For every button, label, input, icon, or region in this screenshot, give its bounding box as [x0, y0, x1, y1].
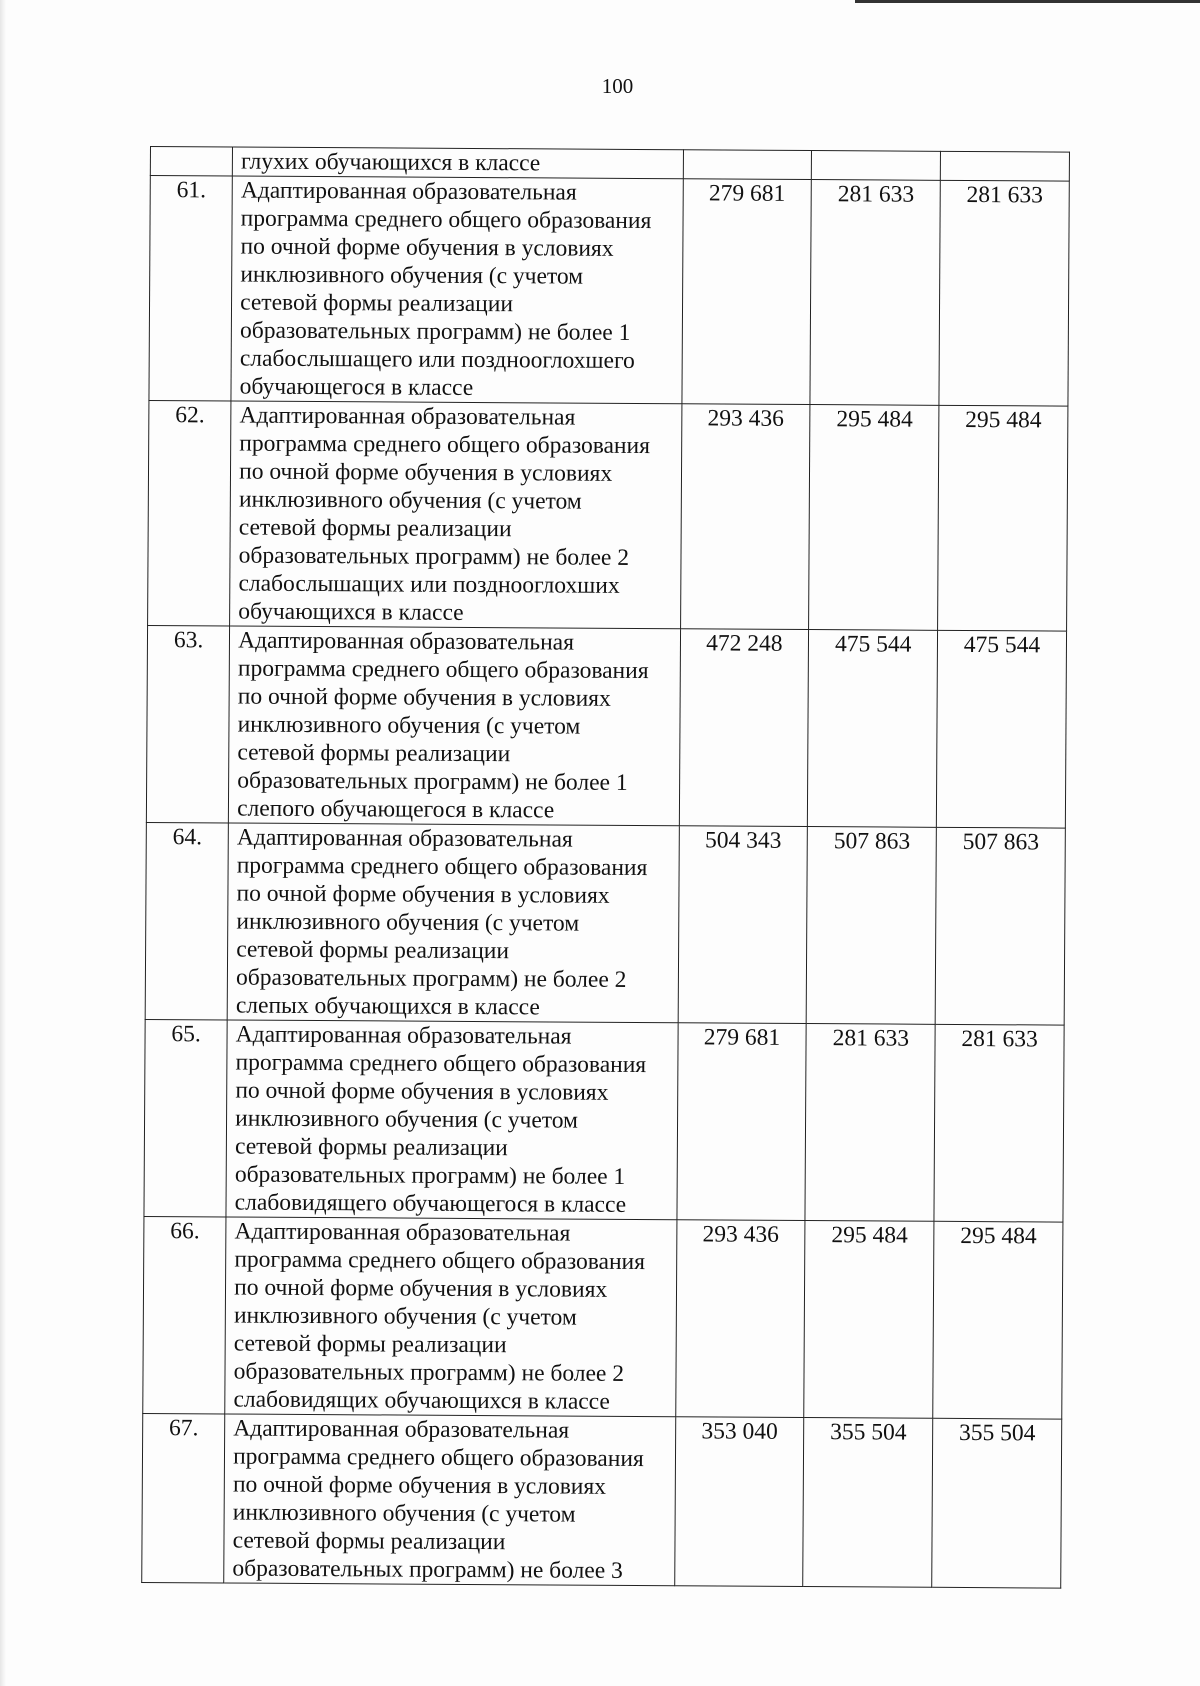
value-cell-1: 279 681 [676, 1023, 806, 1221]
description-line: образовательных программ) не более 1 [237, 767, 628, 796]
table-row [142, 1413, 1062, 1588]
table-row [144, 1019, 1064, 1222]
description-line: программа среднего общего образования [236, 852, 648, 882]
description-line: Адаптированная образовательная [239, 402, 576, 431]
description-line: Адаптированная образовательная [235, 1021, 572, 1050]
value-cell-2 [812, 151, 941, 181]
row-number [150, 147, 232, 177]
value-cell-2: 475 544 [808, 630, 938, 828]
description-line: Адаптированная образовательная [238, 627, 575, 656]
value-cell-2: 281 633 [805, 1024, 935, 1222]
value-cell-1: 353 040 [674, 1417, 804, 1587]
description-line: инклюзивного обучения (с учетом [236, 908, 580, 937]
value-cell-1: 504 343 [678, 826, 808, 1024]
row-number: 61. [149, 176, 233, 401]
value-cell-3 [940, 151, 1069, 181]
description-line: сетевой формы реализации [232, 1527, 506, 1556]
value-cell-1 [683, 150, 812, 180]
description-line: обучающегося в классе [239, 373, 474, 401]
description-line: обучающихся в классе [238, 598, 464, 626]
value-cell-3: 281 633 [939, 180, 1069, 406]
table-row [149, 176, 1069, 407]
description-line: слепого обучающегося в классе [237, 795, 555, 824]
description-line: инклюзивного обучения (с учетом [233, 1302, 577, 1331]
row-description [231, 176, 683, 404]
description-line: слабослышащих или позднооглохших [238, 570, 620, 599]
description-line: Адаптированная образовательная [240, 177, 577, 206]
description-line: инклюзивного обучения (с учетом [235, 1105, 579, 1134]
description-line: инклюзивного обучения (с учетом [232, 1499, 576, 1528]
description-line: по очной форме обучения в условиях [239, 458, 613, 487]
description-line: образовательных программ) не более 2 [233, 1358, 625, 1387]
value-cell-3: 507 863 [935, 827, 1065, 1025]
description-line: инклюзивного обучения (с учетом [238, 486, 582, 515]
description-line: по очной форме обучения в условиях [232, 1471, 607, 1500]
description-line: сетевой формы реализации [238, 514, 512, 543]
cost-table [141, 146, 1070, 1589]
row-number: 63. [146, 625, 229, 822]
value-cell-1: 472 248 [679, 629, 809, 827]
description-line: слабовидящих обучающихся в классе [233, 1386, 610, 1415]
row-number: 65. [144, 1019, 227, 1216]
value-cell-1: 279 681 [681, 179, 811, 405]
row-description [225, 1217, 677, 1417]
description-line: программа среднего общего образования [239, 430, 651, 460]
description-line: слепых обучающихся в классе [235, 992, 540, 1021]
description-line: образовательных программ) не более 2 [238, 542, 630, 571]
scan-artifact-line [855, 0, 1200, 3]
table-row [143, 1216, 1063, 1419]
description-line: образовательных программ) не более 3 [232, 1555, 623, 1584]
value-cell-2: 281 633 [810, 180, 940, 406]
description-line: программа среднего общего образования [235, 1049, 647, 1079]
description-line: по очной форме обучения в условиях [240, 233, 614, 262]
description-line: сетевой формы реализации [236, 936, 510, 965]
description-line: Адаптированная образовательная [233, 1415, 570, 1444]
value-cell-1: 293 436 [680, 404, 810, 630]
description-line: программа среднего общего образования [240, 205, 652, 235]
table-body [142, 147, 1070, 1589]
description-line: по очной форме обучения в условиях [237, 683, 611, 712]
row-description [230, 401, 682, 629]
description-line: инклюзивного обучения (с учетом [237, 711, 581, 740]
description-line: Адаптированная образовательная [234, 1218, 571, 1247]
value-cell-3: 281 633 [934, 1024, 1064, 1222]
value-cell-3: 475 544 [936, 630, 1066, 828]
description-line: программа среднего общего образования [234, 1246, 646, 1276]
table-row [146, 625, 1066, 828]
row-number: 64. [145, 822, 228, 1019]
value-cell-2: 355 504 [803, 1418, 933, 1588]
description-line: Адаптированная образовательная [236, 824, 573, 853]
description-line: образовательных программ) не более 1 [239, 317, 631, 346]
description-line: слабовидящего обучающегося в классе [234, 1189, 627, 1218]
value-cell-2: 507 863 [806, 827, 936, 1025]
description-line: инклюзивного обучения (с учетом [240, 261, 584, 290]
row-description [226, 1020, 678, 1220]
row-number: 62. [148, 400, 232, 625]
description-line: по очной форме обучения в условиях [235, 1077, 609, 1106]
row-description [227, 823, 679, 1023]
value-cell-3: 295 484 [938, 405, 1068, 631]
description-line: образовательных программ) не более 1 [234, 1161, 626, 1190]
value-cell-3: 355 504 [932, 1418, 1062, 1588]
row-description [232, 147, 683, 179]
description-line: сетевой формы реализации [240, 289, 514, 318]
description-line: сетевой формы реализации [234, 1133, 508, 1162]
table-row [148, 400, 1068, 631]
row-description [224, 1414, 675, 1586]
description-line: слабослышащего или позднооглохшего [239, 345, 635, 374]
value-cell-2: 295 484 [804, 1221, 934, 1419]
description-line: программа среднего общего образования [237, 655, 649, 685]
row-number: 66. [143, 1216, 226, 1413]
description-line: по очной форме обучения в условиях [234, 1274, 608, 1303]
table-row [145, 822, 1065, 1025]
value-cell-2: 295 484 [809, 405, 939, 631]
row-number: 67. [142, 1413, 225, 1582]
description-line: сетевой формы реализации [237, 739, 511, 768]
description-line: программа среднего общего образования [233, 1443, 644, 1473]
page-number: 100 [601, 74, 634, 98]
description-line: глухих обучающихся в классе [240, 148, 541, 177]
scan-edge [0, 0, 6, 1686]
description-line: образовательных программ) не более 2 [235, 964, 627, 993]
value-cell-3: 295 484 [933, 1221, 1063, 1419]
row-description [229, 626, 681, 826]
description-line: сетевой формы реализации [233, 1330, 507, 1359]
description-line: по очной форме обучения в условиях [236, 880, 610, 909]
value-cell-1: 293 436 [675, 1220, 805, 1418]
